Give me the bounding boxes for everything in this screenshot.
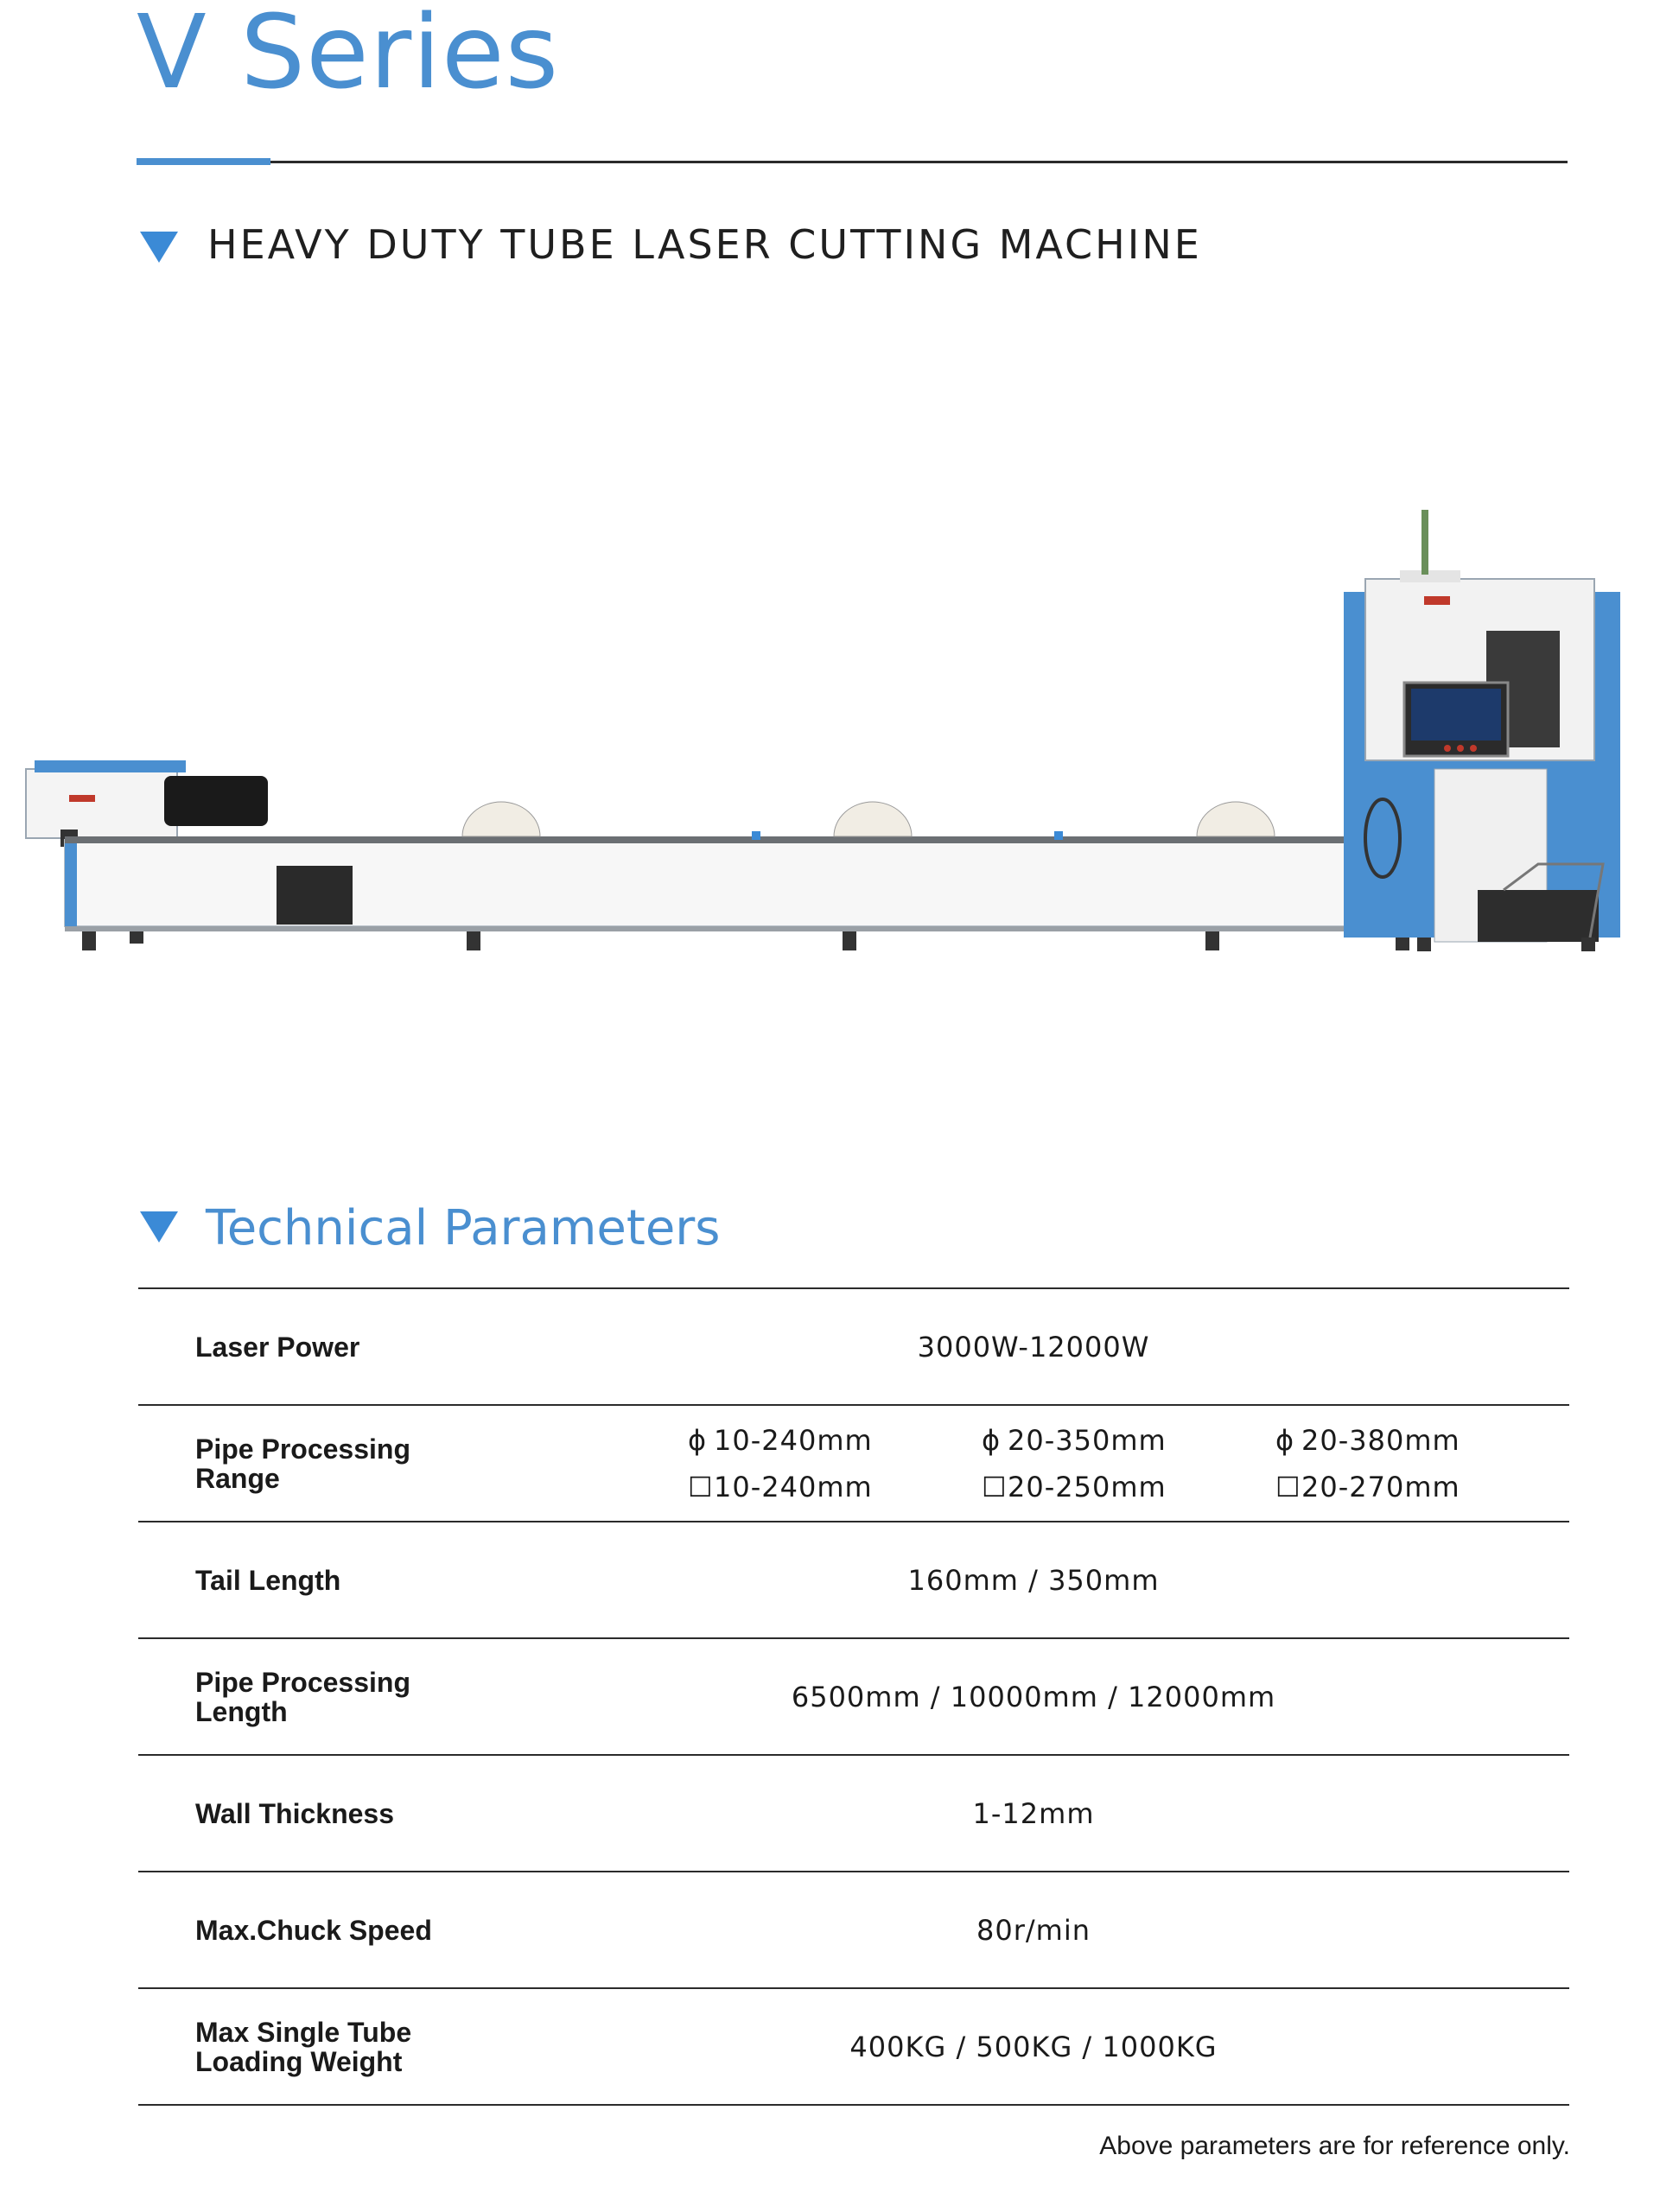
row-value: 160mm / 350mm [907, 1563, 1160, 1597]
row-label-line: Wall Thickness [195, 1797, 394, 1829]
square-range: 10-240mm [714, 1470, 873, 1503]
row-label [138, 1405, 498, 1522]
title-divider-accent [137, 158, 270, 165]
table-row [138, 1405, 1569, 1522]
row-label [138, 1638, 498, 1755]
row-label-line: Pipe Processing [195, 1433, 410, 1465]
row-label [138, 1522, 498, 1638]
round-symbol: ϕ [982, 1423, 1002, 1457]
row-label [138, 1988, 498, 2105]
row-value [498, 1405, 1569, 1522]
triangle-down-icon [140, 1211, 178, 1243]
range-grid [498, 1417, 1569, 1510]
range-column [982, 1417, 1275, 1510]
row-label-line: Max Single Tube [195, 2016, 412, 2048]
table-row [138, 1288, 1569, 1405]
row-label [138, 1872, 498, 1988]
square-symbol: ☐ [688, 1470, 714, 1503]
row-value: 6500mm / 10000mm / 12000mm [791, 1680, 1276, 1713]
row-value: 1-12mm [972, 1796, 1095, 1830]
row-label [138, 1755, 498, 1872]
row-label-line: Tail Length [195, 1564, 341, 1596]
square-range: 20-270mm [1301, 1470, 1460, 1503]
round-range: 10-240mm [714, 1423, 873, 1457]
row-value: 3000W-12000W [917, 1330, 1150, 1363]
row-label-line: Range [195, 1462, 280, 1494]
row-label-line: Laser Power [195, 1331, 360, 1363]
section-title: Technical Parameters [206, 1200, 721, 1256]
square-symbol: ☐ [1275, 1470, 1301, 1503]
row-label [138, 1288, 498, 1405]
range-column [688, 1417, 982, 1510]
round-range: 20-350mm [1008, 1423, 1167, 1457]
table-row [138, 1755, 1569, 1872]
round-symbol: ϕ [688, 1423, 708, 1457]
series-title: V Series [137, 0, 560, 111]
title-divider [137, 161, 1568, 163]
technical-parameters-table [138, 1287, 1569, 2106]
row-label-line: Max.Chuck Speed [195, 1914, 432, 1946]
table-row [138, 1988, 1569, 2105]
round-symbol: ϕ [1275, 1423, 1295, 1457]
table-row [138, 1638, 1569, 1755]
product-subtitle: HEAVY DUTY TUBE LASER CUTTING MACHINE [207, 221, 1202, 268]
footnote: Above parameters are for reference only. [1099, 2132, 1570, 2160]
square-range: 20-250mm [1008, 1470, 1167, 1503]
row-value: 400KG / 500KG / 1000KG [849, 2030, 1218, 2063]
range-column [1275, 1417, 1569, 1510]
row-label-line: Loading Weight [195, 2045, 403, 2077]
row-label-line: Length [195, 1695, 288, 1727]
round-range: 20-380mm [1301, 1423, 1460, 1457]
row-label-line: Pipe Processing [195, 1666, 410, 1698]
table-row [138, 1872, 1569, 1988]
row-value: 80r/min [976, 1913, 1091, 1947]
table-row [138, 1522, 1569, 1638]
tube-laser-cutting-machine-illustration [17, 510, 1633, 976]
triangle-down-icon [140, 232, 178, 263]
square-symbol: ☐ [982, 1470, 1008, 1503]
